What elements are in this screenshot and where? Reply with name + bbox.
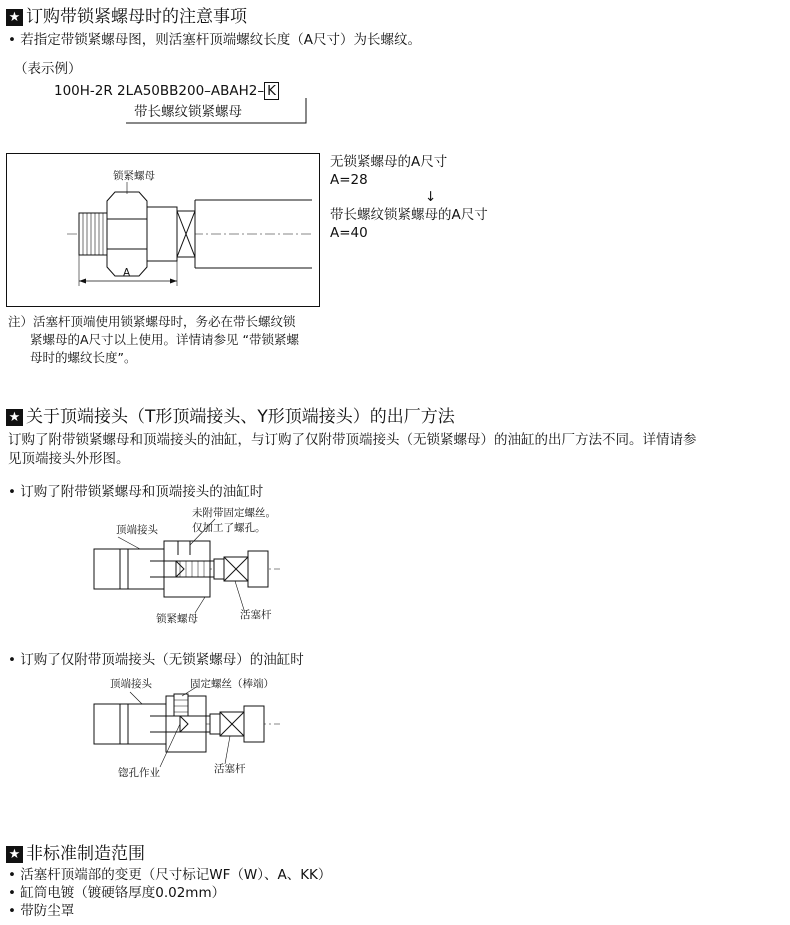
star-icon: ★ bbox=[6, 9, 23, 26]
label-locknut: 锁紧螺母 bbox=[113, 170, 155, 182]
down-arrow-icon: ↓ bbox=[425, 189, 437, 205]
bullet-long-thread: • 若指定带锁紧螺母图，则活塞杆顶端螺纹长度（A尺寸）为长螺纹。 bbox=[8, 32, 421, 48]
heading-text: 关于顶端接头（T形顶端接头、Y形顶端接头）的出厂方法 bbox=[26, 407, 455, 427]
case2-label-screw: 固定螺丝（棒端） bbox=[190, 678, 274, 690]
nonstandard-item-3: • 带防尘罩 bbox=[8, 903, 75, 919]
case2-label-counterbore: 锪孔作业 bbox=[118, 767, 160, 779]
model-code-prefix: 100H-2R 2LA50BB200–ABAH2– bbox=[54, 83, 265, 99]
side-text-line4: A=40 bbox=[330, 225, 368, 241]
case1-label-joint: 顶端接头 bbox=[116, 524, 158, 536]
case2-title: • 订购了仅附带顶端接头（无锁紧螺母）的油缸时 bbox=[8, 652, 304, 668]
side-text-line1: 无锁紧螺母的A尺寸 bbox=[330, 154, 448, 170]
heading-text: 订购带锁紧螺母时的注意事项 bbox=[26, 7, 247, 27]
note-line2: 紧螺母的A尺寸以上使用。详情请参见 “带锁紧螺 bbox=[30, 332, 300, 347]
section-heading-nonstandard bbox=[6, 844, 145, 864]
note-line1: 注）活塞杆顶端使用锁紧螺母时，务必在带长螺纹锁 bbox=[8, 314, 296, 329]
model-code-suffix-box: K bbox=[264, 82, 279, 100]
case1-label-nut: 锁紧螺母 bbox=[156, 613, 198, 625]
star-icon: ★ bbox=[6, 409, 23, 426]
case1-label-rod: 活塞杆 bbox=[240, 609, 272, 621]
nonstandard-item-1: • 活塞杆顶端部的变更（尺寸标记WF（W）、A、KK） bbox=[8, 867, 332, 883]
side-text-line3: 带长螺纹锁紧螺母的A尺寸 bbox=[330, 207, 488, 223]
star-icon: ★ bbox=[6, 846, 23, 863]
label-dimension-a: A bbox=[123, 267, 131, 279]
note-line3: 母时的螺纹长度”。 bbox=[30, 350, 137, 365]
side-text-line2: A=28 bbox=[330, 172, 368, 188]
heading-text: 非标准制造范围 bbox=[26, 844, 145, 864]
case2-label-joint: 顶端接头 bbox=[110, 678, 152, 690]
locknut-drawing bbox=[7, 154, 319, 306]
locknut-figure bbox=[6, 153, 320, 307]
section-heading-rod-end bbox=[6, 407, 455, 427]
case2-label-rod: 活塞杆 bbox=[214, 763, 246, 775]
para-line2: 见顶端接头外形图。 bbox=[8, 451, 130, 467]
case1-label-screw-line2: 仅加工了螺孔。 bbox=[192, 522, 266, 534]
model-code-bracket bbox=[0, 0, 790, 130]
case1-title: • 订购了附带锁紧螺母和顶端接头的油缸时 bbox=[8, 484, 264, 500]
model-caption: 带长螺纹锁紧螺母 bbox=[134, 104, 242, 120]
case1-label-screw-line1: 未附带固定螺丝。 bbox=[192, 507, 276, 519]
para-line1: 订购了附带锁紧螺母和顶端接头的油缸，与订购了仅附带顶端接头（无锁紧螺母）的油缸的出厂方法不同。详情请参 bbox=[8, 432, 697, 448]
example-label: （表示例） bbox=[14, 61, 82, 77]
nonstandard-item-2: • 缸筒电镀（镀硬铬厚度0.02mm） bbox=[8, 885, 226, 901]
